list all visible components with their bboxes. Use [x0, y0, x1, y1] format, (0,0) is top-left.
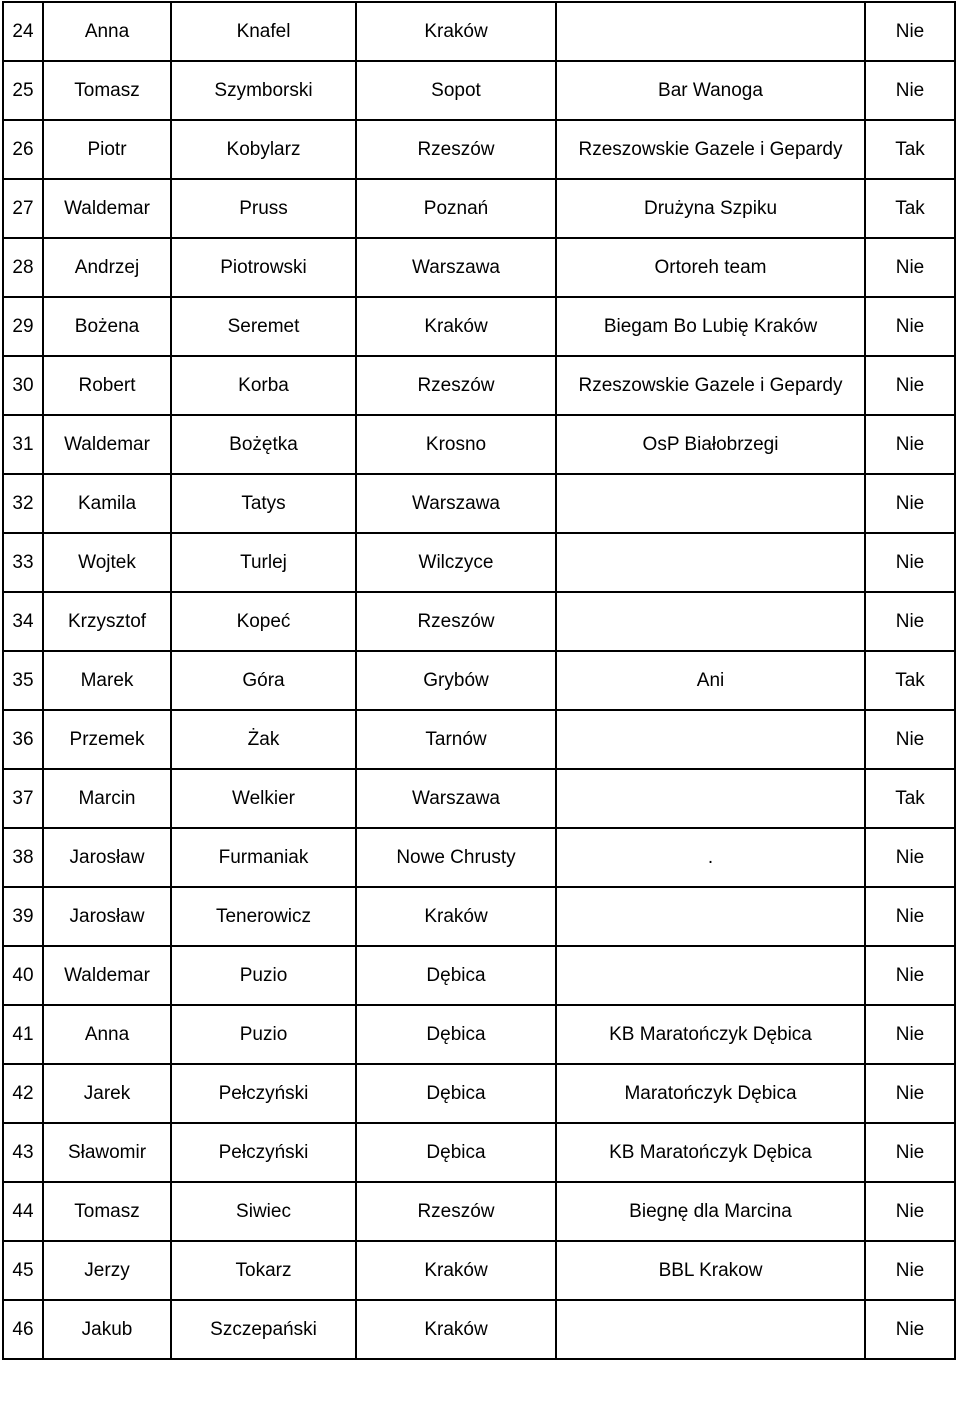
cell-number: 32	[3, 474, 43, 533]
cell-club: Rzeszowskie Gazele i Gepardy	[556, 356, 865, 415]
cell-number: 28	[3, 238, 43, 297]
table-row	[3, 533, 955, 592]
cell-first-name: Jarek	[43, 1064, 171, 1123]
cell-last-name: Welkier	[171, 769, 356, 828]
cell-city: Tarnów	[356, 710, 556, 769]
table-row	[3, 61, 955, 120]
cell-last-name: Tenerowicz	[171, 887, 356, 946]
cell-number: 24	[3, 2, 43, 61]
cell-first-name: Marcin	[43, 769, 171, 828]
table-row	[3, 828, 955, 887]
table-row	[3, 120, 955, 179]
cell-flag: Nie	[865, 1241, 955, 1300]
cell-last-name: Szczepański	[171, 1300, 356, 1359]
cell-number: 38	[3, 828, 43, 887]
cell-flag: Nie	[865, 1005, 955, 1064]
cell-club: Rzeszowskie Gazele i Gepardy	[556, 120, 865, 179]
cell-first-name: Sławomir	[43, 1123, 171, 1182]
cell-city: Rzeszów	[356, 1182, 556, 1241]
table-row	[3, 651, 955, 710]
cell-flag: Nie	[865, 1064, 955, 1123]
cell-last-name: Góra	[171, 651, 356, 710]
cell-club: KB Maratończyk Dębica	[556, 1005, 865, 1064]
table-row	[3, 297, 955, 356]
cell-first-name: Jarosław	[43, 887, 171, 946]
cell-number: 25	[3, 61, 43, 120]
cell-flag: Nie	[865, 710, 955, 769]
cell-last-name: Tokarz	[171, 1241, 356, 1300]
cell-first-name: Przemek	[43, 710, 171, 769]
cell-number: 46	[3, 1300, 43, 1359]
cell-first-name: Wojtek	[43, 533, 171, 592]
cell-flag: Tak	[865, 769, 955, 828]
cell-flag: Nie	[865, 2, 955, 61]
cell-flag: Nie	[865, 356, 955, 415]
cell-flag: Nie	[865, 1300, 955, 1359]
cell-club	[556, 533, 865, 592]
cell-number: 42	[3, 1064, 43, 1123]
cell-club	[556, 946, 865, 1005]
cell-club: Ortoreh team	[556, 238, 865, 297]
cell-number: 37	[3, 769, 43, 828]
cell-city: Grybów	[356, 651, 556, 710]
cell-flag: Tak	[865, 651, 955, 710]
cell-number: 27	[3, 179, 43, 238]
cell-city: Kraków	[356, 297, 556, 356]
cell-city: Warszawa	[356, 769, 556, 828]
cell-flag: Nie	[865, 592, 955, 651]
cell-city: Dębica	[356, 1005, 556, 1064]
cell-number: 40	[3, 946, 43, 1005]
cell-last-name: Puzio	[171, 1005, 356, 1064]
cell-city: Dębica	[356, 946, 556, 1005]
cell-flag: Nie	[865, 533, 955, 592]
cell-club	[556, 2, 865, 61]
cell-city: Warszawa	[356, 474, 556, 533]
cell-flag: Nie	[865, 474, 955, 533]
cell-number: 44	[3, 1182, 43, 1241]
cell-club: Drużyna Szpiku	[556, 179, 865, 238]
cell-city: Nowe Chrusty	[356, 828, 556, 887]
cell-club: OsP Białobrzegi	[556, 415, 865, 474]
cell-first-name: Piotr	[43, 120, 171, 179]
cell-first-name: Waldemar	[43, 946, 171, 1005]
table-row	[3, 1300, 955, 1359]
cell-first-name: Waldemar	[43, 179, 171, 238]
cell-first-name: Waldemar	[43, 415, 171, 474]
cell-flag: Nie	[865, 1123, 955, 1182]
cell-last-name: Siwiec	[171, 1182, 356, 1241]
cell-first-name: Tomasz	[43, 1182, 171, 1241]
participants-table	[2, 1, 956, 1360]
cell-flag: Tak	[865, 179, 955, 238]
cell-flag: Nie	[865, 828, 955, 887]
cell-last-name: Piotrowski	[171, 238, 356, 297]
cell-number: 30	[3, 356, 43, 415]
cell-club: BBL Krakow	[556, 1241, 865, 1300]
cell-first-name: Robert	[43, 356, 171, 415]
cell-city: Rzeszów	[356, 356, 556, 415]
cell-first-name: Tomasz	[43, 61, 171, 120]
table-row	[3, 1182, 955, 1241]
table-row	[3, 592, 955, 651]
table-row	[3, 238, 955, 297]
table-row	[3, 2, 955, 61]
cell-last-name: Żak	[171, 710, 356, 769]
cell-last-name: Turlej	[171, 533, 356, 592]
cell-number: 33	[3, 533, 43, 592]
participants-table-body	[3, 2, 955, 1359]
cell-flag: Nie	[865, 946, 955, 1005]
cell-first-name: Kamila	[43, 474, 171, 533]
cell-city: Kraków	[356, 1300, 556, 1359]
cell-club: KB Maratończyk Dębica	[556, 1123, 865, 1182]
cell-flag: Tak	[865, 120, 955, 179]
cell-city: Dębica	[356, 1064, 556, 1123]
table-row	[3, 946, 955, 1005]
cell-club: Bar Wanoga	[556, 61, 865, 120]
cell-city: Kraków	[356, 1241, 556, 1300]
cell-club: Maratończyk Dębica	[556, 1064, 865, 1123]
table-row	[3, 474, 955, 533]
cell-last-name: Szymborski	[171, 61, 356, 120]
cell-last-name: Pełczyński	[171, 1123, 356, 1182]
cell-flag: Nie	[865, 887, 955, 946]
cell-last-name: Pruss	[171, 179, 356, 238]
cell-flag: Nie	[865, 415, 955, 474]
cell-first-name: Jerzy	[43, 1241, 171, 1300]
cell-club: .	[556, 828, 865, 887]
cell-last-name: Kopeć	[171, 592, 356, 651]
cell-number: 31	[3, 415, 43, 474]
cell-last-name: Kobylarz	[171, 120, 356, 179]
cell-number: 41	[3, 1005, 43, 1064]
cell-city: Rzeszów	[356, 592, 556, 651]
table-row	[3, 179, 955, 238]
cell-club: Ani	[556, 651, 865, 710]
cell-last-name: Korba	[171, 356, 356, 415]
cell-number: 29	[3, 297, 43, 356]
table-row	[3, 769, 955, 828]
cell-flag: Nie	[865, 238, 955, 297]
cell-flag: Nie	[865, 61, 955, 120]
cell-last-name: Pełczyński	[171, 1064, 356, 1123]
cell-last-name: Knafel	[171, 2, 356, 61]
cell-first-name: Andrzej	[43, 238, 171, 297]
cell-city: Kraków	[356, 2, 556, 61]
cell-last-name: Tatys	[171, 474, 356, 533]
table-row	[3, 887, 955, 946]
cell-flag: Nie	[865, 297, 955, 356]
cell-first-name: Anna	[43, 2, 171, 61]
cell-first-name: Marek	[43, 651, 171, 710]
cell-club	[556, 887, 865, 946]
cell-city: Poznań	[356, 179, 556, 238]
cell-city: Krosno	[356, 415, 556, 474]
table-row	[3, 1064, 955, 1123]
cell-first-name: Anna	[43, 1005, 171, 1064]
cell-flag: Nie	[865, 1182, 955, 1241]
cell-club: Biegnę dla Marcina	[556, 1182, 865, 1241]
table-row	[3, 1241, 955, 1300]
cell-club	[556, 474, 865, 533]
cell-club	[556, 769, 865, 828]
cell-city: Sopot	[356, 61, 556, 120]
table-row	[3, 1005, 955, 1064]
cell-first-name: Jakub	[43, 1300, 171, 1359]
cell-club: Biegam Bo Lubię Kraków	[556, 297, 865, 356]
cell-number: 35	[3, 651, 43, 710]
table-row	[3, 356, 955, 415]
cell-city: Warszawa	[356, 238, 556, 297]
table-row	[3, 415, 955, 474]
cell-first-name: Jarosław	[43, 828, 171, 887]
cell-first-name: Krzysztof	[43, 592, 171, 651]
cell-city: Kraków	[356, 887, 556, 946]
cell-number: 34	[3, 592, 43, 651]
cell-city: Rzeszów	[356, 120, 556, 179]
cell-last-name: Furmaniak	[171, 828, 356, 887]
cell-city: Wilczyce	[356, 533, 556, 592]
table-row	[3, 1123, 955, 1182]
cell-club	[556, 592, 865, 651]
cell-last-name: Seremet	[171, 297, 356, 356]
table-row	[3, 710, 955, 769]
cell-city: Dębica	[356, 1123, 556, 1182]
cell-last-name: Puzio	[171, 946, 356, 1005]
cell-first-name: Bożena	[43, 297, 171, 356]
cell-number: 39	[3, 887, 43, 946]
cell-number: 45	[3, 1241, 43, 1300]
cell-number: 26	[3, 120, 43, 179]
cell-last-name: Bożętka	[171, 415, 356, 474]
cell-number: 36	[3, 710, 43, 769]
cell-number: 43	[3, 1123, 43, 1182]
cell-club	[556, 710, 865, 769]
cell-club	[556, 1300, 865, 1359]
